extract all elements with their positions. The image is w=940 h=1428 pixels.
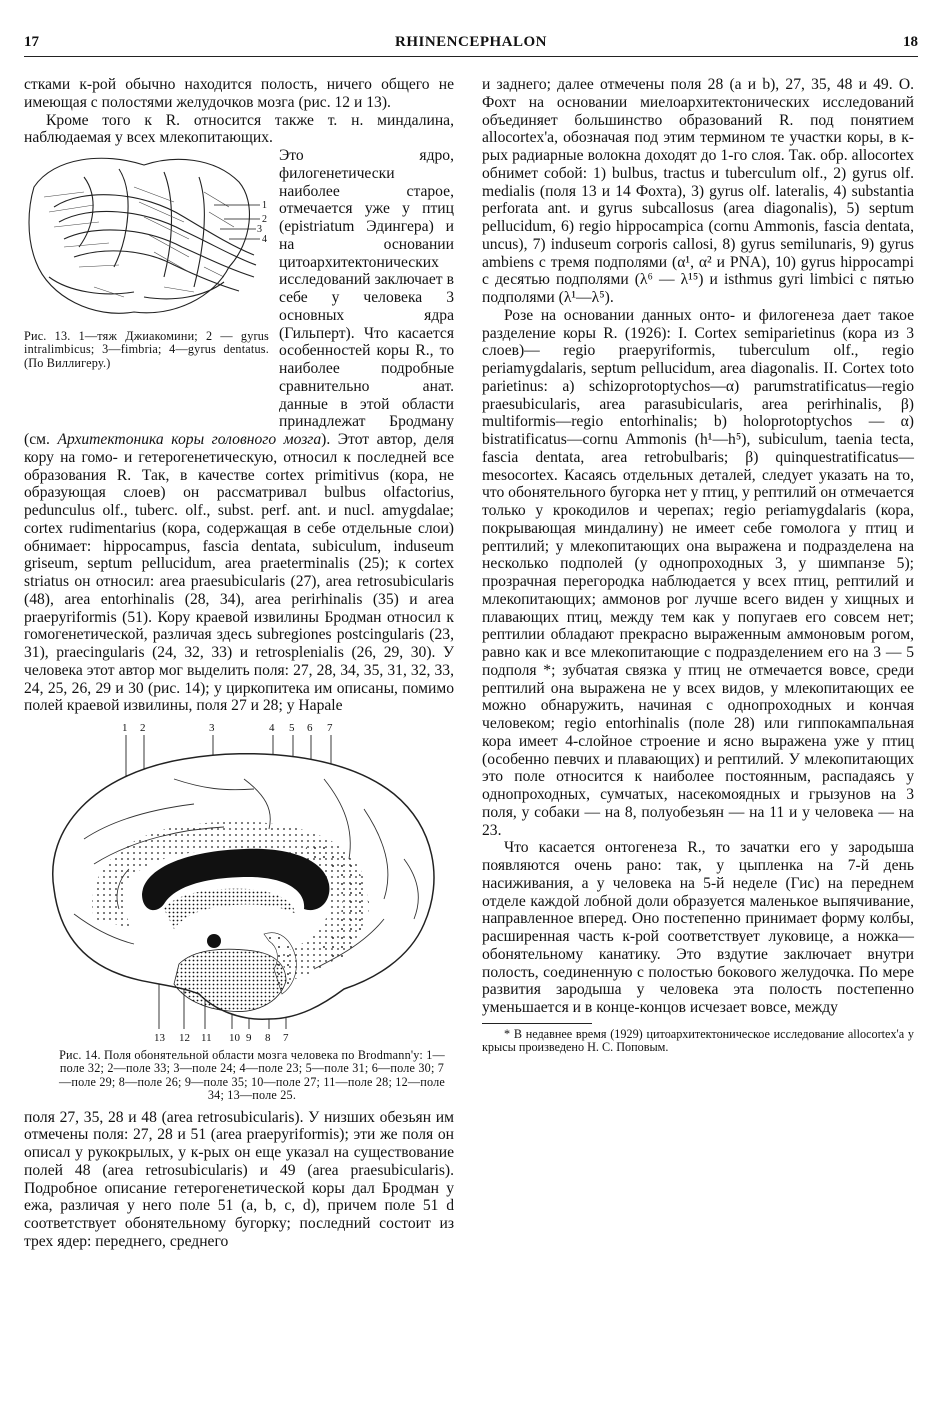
fig14-bottom-label-9: 9 [246,1032,252,1044]
fig14-top-label-5: 5 [289,722,295,734]
header-rule [24,56,918,57]
left-paragraph-3: поля 27, 35, 28 и 48 (area retrosubicularis). У низших обезьян им отмечены поля: 27, 28 и 51 (area praepyriformis); эти же поля он описал у рукокрылых, у к-рых он еще указал на существование полей 48 (area retrosubicularis) и 49 (area praesubicularis). Подробное описание гетерогенетической коры дал Бродман у ежа, различая у него поле 51 (a, b, c, d), причем поле 51 d соответствует обонятельному бугорку; последний состоит из трех ядер: переднего, среднего [24,1108,454,1250]
fig14-top-label-3: 3 [209,722,215,734]
figure-13-drawing [24,147,269,324]
fig14-bottom-label-11: 11 [201,1032,212,1044]
fig13-label-1: 1 [262,200,267,211]
left-column [24,76,454,1421]
fig14-bottom-label-13: 13 [154,1032,165,1044]
figure-14 [24,719,454,1103]
left-paragraph-2-rest: ). Этот автор, деля кору на гомо- и гетерогенетическую, относил к последней все образования R. Так, в качестве cortex primitivus (кора, не образующая слоев) он рассматривал bulbus olfactorius, pedunculus olf., tuberc. olf., subst. perf. ant. и nucl. amygdalae; cortex rudimentarius (кора, содержащая в себе отдельные слои) обнимает: hippocampus, fascia dentata, subiculum, induseum griseum, septum pellucidum, area praeterminalis (25); к cortex striatus он относил: area praesubicularis (27), area retrosubicularis (48), area entorhinalis (28, 34), area perirhinalis (35) и area praepyriformis (51). Кору краевой извилины Бродман относил к гомогенетической, различая здесь subregiones postcingularis (23, 31), praecingularis (24, 32, 33) и retrosplenialis (26, 29, 30). У человека этот автор мог выделить поля: 27, 28, 34, 35, 31, 32, 33, 24, 25, 26, 29 и 30 (рис. 14); у циркопитека им описаны, помимо полей краевой извилины, поля 27 и 28; у Hapale [24,431,454,715]
cross-reference-link: Архитектоника коры головного мозга [57,431,322,448]
figure-13 [24,147,269,413]
footnote-rule [482,1023,592,1024]
fig13-label-2: 2 [262,214,267,225]
fig14-bottom-label-7: 7 [283,1032,289,1044]
fig14-top-label-4: 4 [269,722,275,734]
figure-14-drawing [24,719,454,1049]
page-number-right: 18 [903,34,918,50]
page-number-left: 17 [24,34,39,50]
right-paragraph-3: Что касается онтогенеза R., то зачатки его у зародыша появляются очень рано: так, у цыпленка на 7-й день насиживания, а у человека на 5-й неделе (Гис) на переднем отделе каждой лобной доли образуется маленькое выпячивание, направленное вперед. Оно постепенно принимает форму колбы, расширенная часть к-рой соответствует луковице, а ножка— обонятельному канатику. Это вздутие заключает внутри полость, соединенную с полостью бокового желудочка. По мере развития зародыша у человека эта полость постепенно уменьшается и в конце-концов исчезает вовсе, между [482,839,914,1016]
left-paragraph-1: стками к-рой обычно находится полость, ничего общего не имеющая с полостями желудочков мозга (рис. 12 и 13). [24,76,454,111]
fig14-top-label-2: 2 [140,722,146,734]
fig14-top-label-7: 7 [327,722,333,734]
fig13-label-3: 3 [257,224,262,235]
fig14-bottom-label-10: 10 [229,1032,240,1044]
right-column [482,76,914,1421]
fig14-bottom-label-12: 12 [179,1032,190,1044]
running-header [24,34,918,58]
footnote: * В недавнее время (1929) цитоархитектоническое исследование allocortex'a у крысы произведено Н. С. Поповым. [482,1026,914,1055]
fig14-top-label-6: 6 [307,722,313,734]
figure-14-caption: Рис. 14. Поля обонятельной области мозга человека по Brodmann'у: 1—поле 32; 2—поле 33; 3—поле 24; 4—поле 23; 5—поле 31; 6—поле 30; 7—поле 29; 8—поле 26; 9—поле 35; 10—поле 27; 11—поле 28; 12—поле 34; 13—поле 25. [58,1048,446,1103]
fig14-top-label-1: 1 [122,722,128,734]
left-paragraph-2-wrap: Это ядро, филогенетически наиболее старое, отмечается уже у птиц (epistriatum Эдингера) и на основании цитоархитектонических исследований заключает в себе у человека 3 основных ядра (Гильперт). Что касается особенностей коры R., то наиболее подробные сравнительно анат. данные в этой области принадлежат Бродману (см. [24,147,454,448]
running-title: RHINENCEPHALON [394,34,547,50]
fig14-bottom-label-8: 8 [265,1032,271,1044]
right-paragraph-2: Розе на основании данных онто- и филогенеза дает такое разделение коры R. (1926): I. Cortex semiparietinus (кора из 3 слоев)— regio praepyriformis, tuberculum olf., regio periamygdalaris, septum pellucidum, area diagonalis. II. Cortex toto parietinus: a) schizoprotoptychos—α) parumstratificatus—regio praesubicularis, area parasubicularis, area perirhinalis, β) multiformis—regio entorhinalis; b) holoprotoptychos — α) bistratificatus—cornu Ammonis (h¹—h⁵), subiculum, taenia tecta, fascia dentata, area retrobulbaris; β) quinquestratificatus—mesocortex. Касаясь отдельных деталей, следует указать на то, что обонятельного бугорка нет у птиц, у рептилий он отмечается только у крокодилов и черепах; regio periamygdalaris (кора, покрывающая миндалину) не имеет себе гомолога у птиц и рептилий; у млекопитающих она выражена и подразделена на несколько подполей (у однопроходных 3, у шимпанзе 5); прозрачная перегородка наблюдается у всех птиц, рептилий и млекопитающих; аммонов рог лучше всего виден у хищных и плавающих птиц, между тем как у попугаев его совсем нет; рептилии обладают прекрасно выраженным аммоновым рогом, равно как и все млекопитающие с подразделением его на 3 — 5 подполя *; зубчатая связка у птиц не отмечается вовсе, среди рептилий она выражена не у всех видов, у млекопитающих ее можно обнаружить, начиная с однопроходных и кончая человеком; regio entorhinalis (поле 28) или гиппокампальная кора имеет 4-слойное строение и ясно выражена уже у птиц (особенно певчих и плавающих) и рептилий. У млекопитающих это поле относится к наиболее постоянным, распадаясь у однопроходных, сумчатых, насекомоядных и грызунов на 3 поля, у собаки — на 8, полуобезьян — на 11 и у человека — на 23. [482,306,914,839]
fig13-label-4: 4 [262,234,267,245]
figure-13-caption: Рис. 13. 1—тяж Джиакомини; 2 — gyrus intralimbicus; 3—fimbria; 4—gyrus dentatus. (По Виллигеру.) [24,329,269,370]
left-paragraph-2-start: Кроме того к R. относится также т. н. миндалина, наблюдаемая у всех млекопитающих. [24,111,454,147]
right-paragraph-1: и заднего; далее отмечены поля 28 (a и b), 27, 35, 48 и 49. О. Фохт на основании миелоархитектонических исследований объединяет большинство образований R. под понятием allocortex'a, обозначая под этим термином те участки коры, в к-рых радиарные волокна доходят до 1-го слоя. Так. обр. allocortex обнимет собой: 1) bulbus, tractus и tuberculum olf., 2) gyrus olf. medialis (поля 13 и 14 Фохта), 3) gyrus olf. lateralis, 4) substantia perforata ant. и gyrus subcallosus (area diagonalis), 5) septum pellucidum, 6) regio hippocampica (cornu Ammonis, fascia dentata, uncus), 7) induseum corporis callosi, 8) gyrus semilunaris, 9) gyrus ambiens с тремя подполями (α¹, α² и PNA), 10) gyrus hippocampi с десятью подполями (λ⁶ — λ¹⁵) и isthmus gyri limbici с пятью подполями (λ¹—λ⁵). [482,76,914,306]
